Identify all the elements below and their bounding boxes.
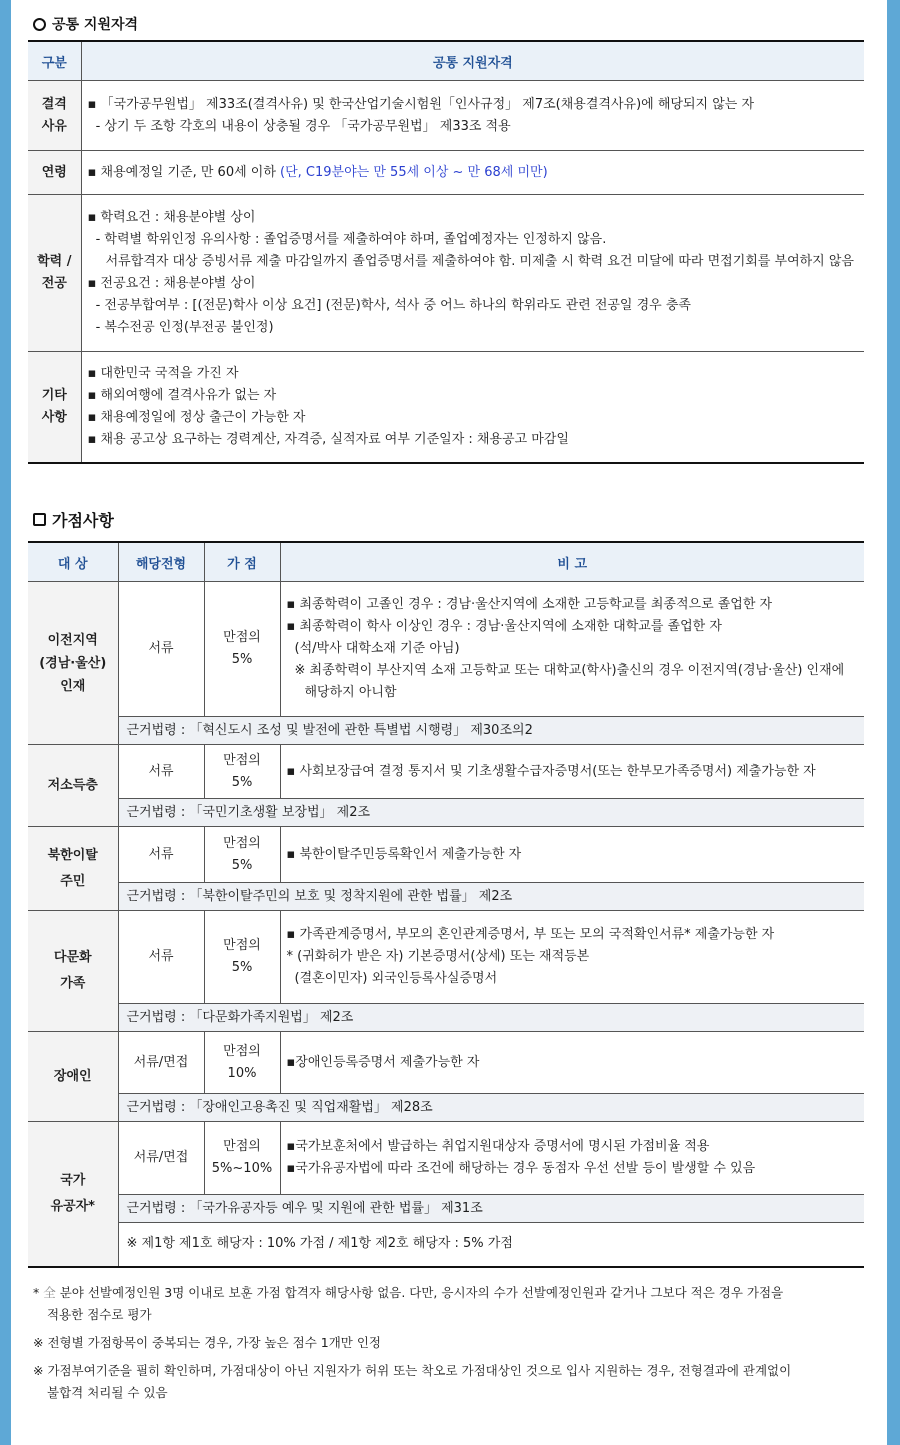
footnote: ※ 전형별 가점항목이 중복되는 경우, 가장 높은 점수 1개만 인정 <box>33 1335 381 1350</box>
basis-law: 근거법령 : 「장애인고용촉진 및 직업재활법」 제28조 <box>118 1094 864 1122</box>
row-content-etc: ▪ 대한민국 국적을 가진 자 ▪ 해외여행에 결격사유가 없는 자 ▪ 채용예정일에 정상 출근이 가능한 자 ▪ 채용 공고상 요구하는 경력계산, 자격증, 실적자료 여부 기준일자 : 채용공고 마감일 <box>81 352 864 463</box>
table-row <box>28 827 864 883</box>
header-category: 구분 <box>28 41 81 81</box>
points-cell: 만점의 5% <box>204 827 280 883</box>
footnotes <box>33 1282 873 1410</box>
table-row <box>28 1004 864 1032</box>
table-row <box>28 1122 864 1195</box>
points-cell: 만점의 5% <box>204 745 280 799</box>
table-row <box>28 151 864 195</box>
target-disabled: 장애인 <box>28 1032 118 1122</box>
remarks-cell: ▪장애인등록증명서 제출가능한 자 <box>280 1032 864 1094</box>
footnote: ※ 가점부여기준을 필히 확인하며, 가점대상이 아닌 지원자가 허위 또는 착오로 가점대상인 것으로 입사 지원하는 경우, 전형결과에 관계없이 불합격 처리될 수 있음 <box>33 1363 792 1400</box>
square-bullet-icon <box>33 513 46 526</box>
remarks-cell: ▪국가보훈처에서 발급하는 취업지원대상자 증명서에 명시된 가점비율 적용 ▪국가유공자법에 따라 조건에 해당하는 경우 동점자 우선 선발 등이 발생할 수 있음 <box>280 1122 864 1195</box>
table-row <box>28 352 864 463</box>
header-points: 가 점 <box>204 542 280 582</box>
target-relocation: 이전지역 (경남·울산) 인재 <box>28 582 118 745</box>
row-label-age: 연령 <box>28 151 81 195</box>
stage-cell: 서류 <box>118 911 204 1004</box>
row-content-disqualification: ▪ 「국가공무원법」 제33조(결격사유) 및 한국산업기술시험원「인사규정」 제7조(채용결격사유)에 해당되지 않는 자 - 상기 두 조항 각호의 내용이 상충될 경우 「국가공무원법」 제33조 적용 <box>81 81 864 151</box>
stage-cell: 서류/면접 <box>118 1122 204 1195</box>
remarks-cell: ▪ 사회보장급여 결정 통지서 및 기초생활수급자증명서(또는 한부모가족증명서) 제출가능한 자 <box>280 745 864 799</box>
section-bonus-title <box>33 508 114 531</box>
circle-bullet-icon <box>33 18 46 31</box>
page-container <box>11 0 887 1445</box>
table-row <box>28 717 864 745</box>
section-bonus-title-text: 가점사항 <box>52 511 114 530</box>
table-row <box>28 883 864 911</box>
table-row <box>28 582 864 717</box>
header-target: 대 상 <box>28 542 118 582</box>
basis-law: 근거법령 : 「국민기초생활 보장법」 제2조 <box>118 799 864 827</box>
table-row <box>28 799 864 827</box>
table-row <box>28 745 864 799</box>
stage-cell: 서류 <box>118 745 204 799</box>
target-veteran: 국가 유공자* <box>28 1122 118 1267</box>
points-cell: 만점의 5%~10% <box>204 1122 280 1195</box>
points-cell: 만점의 10% <box>204 1032 280 1094</box>
target-low-income: 저소득층 <box>28 745 118 827</box>
row-label-education: 학력 / 전공 <box>28 195 81 352</box>
bonus-points-table <box>28 541 864 1268</box>
header-remarks: 비 고 <box>280 542 864 582</box>
header-qualification: 공통 지원자격 <box>81 41 864 81</box>
table-row <box>28 1032 864 1094</box>
points-cell: 만점의 5% <box>204 911 280 1004</box>
header-stage: 해당전형 <box>118 542 204 582</box>
table-row <box>28 1223 864 1267</box>
age-exception-note: (단, C19분야는 만 55세 이상 ~ 만 68세 미만) <box>280 164 548 180</box>
veteran-extra-note: ※ 제1항 제1호 해당자 : 10% 가점 / 제1항 제2호 해당자 : 5% 가점 <box>118 1223 864 1267</box>
remarks-cell: ▪ 최종학력이 고졸인 경우 : 경남·울산지역에 소재한 고등학교를 최종적으로 졸업한 자 ▪ 최종학력이 학사 이상인 경우 : 경남·울산지역에 소재한 대학교를 졸업한 자 (석/박사 대학소재 기준 아님) ※ 최종학력이 부산지역 소재 고등학교 또는 대학교(학사)출신의 경우 이전지역(경남·울산) 인재에 해당하지 아니함 <box>280 582 864 717</box>
target-north-defector: 북한이탈 주민 <box>28 827 118 911</box>
row-content-age: ▪ 채용예정일 기준, 만 60세 이하 (단, C19분야는 만 55세 이상 ~ 만 68세 미만) <box>81 151 864 195</box>
basis-law: 근거법령 : 「혁신도시 조성 및 발전에 관한 특별법 시행령」 제30조의2 <box>118 717 864 745</box>
footnote: * 全 분야 선발예정인원 3명 이내로 보훈 가점 합격자 해당사항 없음. 다만, 응시자의 수가 선발예정인원과 같거나 그보다 적은 경우 가점을 적용한 점수로 평가 <box>33 1285 784 1322</box>
basis-law: 근거법령 : 「국가유공자등 예우 및 지원에 관한 법률」 제31조 <box>118 1195 864 1223</box>
stage-cell: 서류 <box>118 582 204 717</box>
common-qualification-table <box>28 40 864 464</box>
basis-law: 근거법령 : 「북한이탈주민의 보호 및 정착지원에 관한 법률」 제2조 <box>118 883 864 911</box>
table-row <box>28 911 864 1004</box>
table-row <box>28 1094 864 1122</box>
section-common-title <box>33 14 138 34</box>
stage-cell: 서류 <box>118 827 204 883</box>
row-label-disqualification: 결격 사유 <box>28 81 81 151</box>
section-common-title-text: 공통 지원자격 <box>52 17 139 33</box>
table-row <box>28 195 864 352</box>
row-label-etc: 기타 사항 <box>28 352 81 463</box>
remarks-cell: ▪ 북한이탈주민등록확인서 제출가능한 자 <box>280 827 864 883</box>
table-row <box>28 1195 864 1223</box>
points-cell: 만점의 5% <box>204 582 280 717</box>
table-row <box>28 81 864 151</box>
stage-cell: 서류/면접 <box>118 1032 204 1094</box>
remarks-cell: ▪ 가족관계증명서, 부모의 혼인관계증명서, 부 또는 모의 국적확인서류* 제출가능한 자 * (귀화허가 받은 자) 기본증명서(상세) 또는 재적등본 (결혼이민자) 외국인등록사실증명서 <box>280 911 864 1004</box>
target-multicultural: 다문화 가족 <box>28 911 118 1032</box>
row-content-education: ▪ 학력요건 : 채용분야별 상이 - 학력별 학위인정 유의사항 : 졸업증명서를 제출하여야 하며, 졸업예정자는 인정하지 않음. 서류합격자 대상 증빙서류 제출 마감일까지 졸업증명서를 제출하여야 함. 미제출 시 학력 요건 미달에 따라 면접기회를 부여하지 않음 ▪ 전공요건 : 채용분야별 상이 - 전공부합여부 : [(전문)학사 이상 요건] (전문)학사, 석사 중 어느 하나의 학위라도 관련 전공일 경우 충족 - 복수전공 인정(부전공 불인정) <box>81 195 864 352</box>
basis-law: 근거법령 : 「다문화가족지원법」 제2조 <box>118 1004 864 1032</box>
